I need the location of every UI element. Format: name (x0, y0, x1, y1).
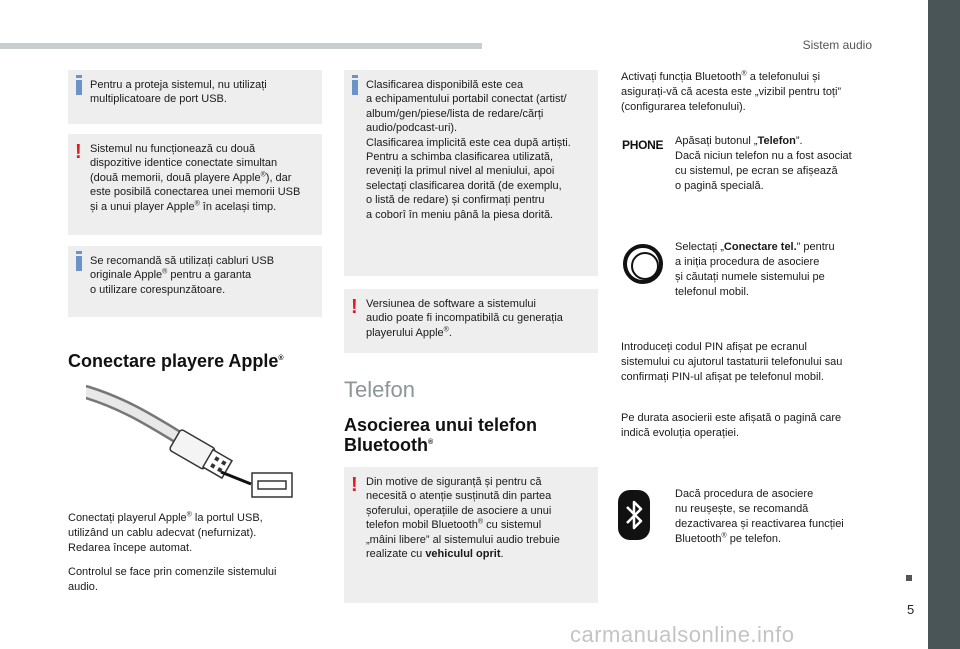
section-title-header: Sistem audio (802, 38, 872, 52)
info-note-classification (344, 70, 598, 276)
warning-icon: ! (75, 141, 82, 163)
usb-connection-illustration (86, 384, 296, 499)
step-press-phone: Apăsați butonul „Telefon”. Dacă niciun telefon nu a fost asociat cu sistemul, pe ecran se afișează o pagină specială. (675, 135, 852, 192)
page-edge-stripe (928, 0, 960, 649)
watermark: carmanualsonline.info (570, 622, 795, 647)
step-retry: Dacă procedura de asociere nu reușește, se recomandă dezactivarea și reactivarea funcției Bluetooth® pe telefon. (675, 488, 844, 545)
paragraph-enter-pin: Introduceți codul PIN afișat pe ecranul sistemului cu ajutorul tastaturii telefonului sau confirmați PIN-ul afișat pe telefonul mobil. (621, 341, 843, 383)
continue-mark (906, 575, 912, 581)
heading-bluetooth-pairing (344, 415, 537, 455)
paragraph-progress: Pe durata asocierii este afișată o pagină care indică evoluția operației. (621, 412, 842, 439)
dial-knob-icon (623, 244, 663, 284)
note-text: Versiunea de software a sistemului audio poate fi incompatibilă cu generația playerului Apple®. (366, 298, 563, 339)
note-text: Din motive de siguranță și pentru că necesită o atenție susținută din partea șoferului, operațiile de asociere a unui telefon mobil Bluetooth® cu sistemul „mâini libere” al sistemului audio trebuie realizate cu vehiculul oprit. (366, 476, 560, 561)
heading-apple-players: Conectare playere Apple® (68, 351, 284, 371)
info-icon (76, 256, 82, 271)
heading-line: Asocierea unui telefon (344, 415, 538, 435)
paragraph-activate-bluetooth: Activați funcția Bluetooth® a telefonului și asigurați-vă că acesta este „vizibil pentru toți” (configurarea telefonului). (621, 70, 842, 113)
phone-button-icon: PHONE (622, 138, 664, 152)
warning-note-identical-devices (68, 134, 322, 235)
bluetooth-icon (618, 490, 650, 540)
note-text: Se recomandă să utilizați cabluri USB originale Apple® pentru a garanta o utilizare corespunzătoare. (90, 255, 275, 296)
header-bar (0, 43, 482, 49)
warning-note-software (344, 289, 598, 353)
info-note-cables (68, 246, 322, 317)
step-select-connect: Selectați „Conectare tel.” pentru a iniția procedura de asociere și căutați numele sistemului pe telefonul mobil. (675, 241, 835, 298)
info-icon (76, 80, 82, 95)
paragraph-control: Controlul se face prin comenzile sistemului audio. (68, 566, 277, 593)
info-icon (352, 80, 358, 95)
note-text: Clasificarea disponibilă este cea a echipamentului portabil conectat (artist/ album/gen/piese/lista de redare/cărți audio/podcast-uri). Clasificarea implicită este cea după artiști. Pentru a schimba clasificarea utilizată, reveniți la primul nivel al meniului, apoi selectați clasificarea dorită (de exemplu, o listă de redare) și confirmați pentru a coborî în meniu până la piesa dorită. (366, 79, 571, 221)
warning-icon: ! (351, 474, 358, 496)
page-number: 5 (907, 602, 915, 617)
warning-icon: ! (351, 296, 358, 318)
note-text: Sistemul nu funcționează cu două dispozitive identice conectate simultan (două memorii, două playere Apple®), dar este posibilă conectarea unei memorii USB și a unui player Apple® în același timp. (90, 143, 301, 213)
paragraph-connect-apple: Conectați playerul Apple® la portul USB, utilizând un cablu adecvat (nefurnizat). Redarea începe automat. (68, 511, 263, 554)
heading-line: Bluetooth® (344, 435, 434, 455)
warning-note-safety (344, 467, 598, 603)
note-text: Pentru a proteja sistemul, nu utilizați multiplicatoare de port USB. (90, 79, 267, 106)
info-note-usb-hub (68, 70, 322, 124)
section-title-phone: Telefon (344, 377, 415, 402)
